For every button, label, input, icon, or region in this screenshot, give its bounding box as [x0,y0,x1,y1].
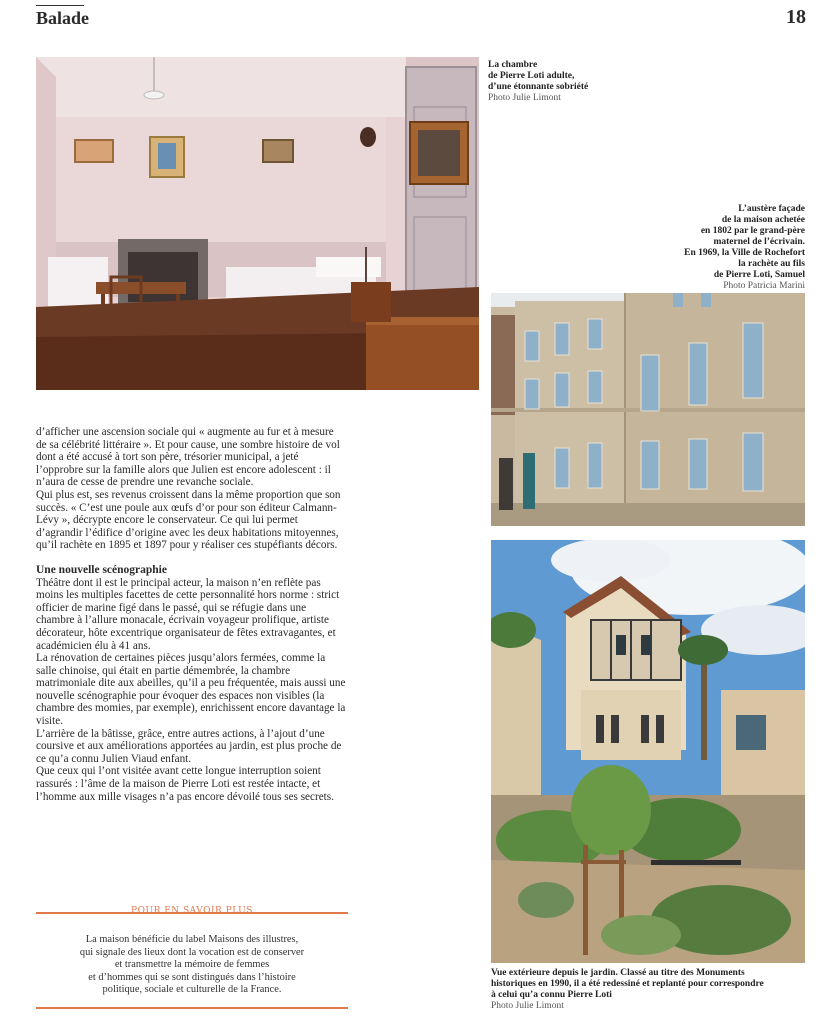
info-box-label: POUR EN SAVOIR PLUS [131,906,253,916]
article-paragraph: Que ceux qui l’ont visitée avant cette longue interruption soient rassurés : l’âme de la maison de Pierre Loti est restée intacte, et l’homme aux mille visages n’a pas encore dévoilé tous ses secrets. [36,765,334,803]
article-paragraph: La rénovation de certaines pièces jusqu’alors fermées, comme la salle chinoise, qui était en partie démembrée, la chambre matrimoniale dite aux abeilles, qu’il a peu fréquentée, mais aussi une nouvelle scénographie pour évoquer des espaces non visibles (la chambre des momies, par exemple), enrichissent encore davantage la visite. [36,652,346,728]
bedroom-caption-line-3: d’une étonnante sobriété [488,82,589,92]
garden-caption-line-3: à celui qu’a connu Pierre Loti [491,990,612,1000]
facade-caption-line-2: de la maison achetée [721,215,805,225]
facade-caption-line-6: la rachète au fils [738,259,805,269]
article-paragraph: Théâtre dont il est le principal acteur, la maison n’en reflète pas moins les multiples facettes de cette personnalité hors norme : strict officier de marine figé dans le passé, qui se réfugie dans une chambre à l’allure monacale, écrivain voyageur prolifique, artiste décorateur, hôte excentrique organisateur de fêtes extravagantes, et académicien élu à 41 ans. [36,576,340,652]
garden-caption-line-2: historiques en 1990, il a été redessiné et replanté pour correspondre [491,979,764,989]
article-paragraph: Qui plus est, ses revenus croissent dans la même proportion que son succès. « C’est une poule aux œufs d’or pour son éditeur Calmann-Lévy », décrypte encore le conservateur. Ce qui lui permet d’agrandir l’édifice d’origine avec les deux habitations mitoyennes, qu’il rachète en 1895 et 1897 pour y réaliser ces stupéfiants décors. [36,488,341,552]
section-title: Balade [36,8,90,28]
info-box [36,906,348,1012]
garden-photo-credit: Photo Julie Limont [491,1001,564,1011]
bedroom-caption-line-2: de Pierre Loti adulte, [488,71,575,81]
bedroom-photo [36,57,479,390]
bedroom-caption [488,60,638,104]
facade-caption-line-4: maternel de l’écrivain. [713,237,805,247]
facade-caption-line-5: En 1969, la Ville de Rochefort [684,248,805,258]
info-box-text [36,934,348,997]
article-paragraph: L’arrière de la bâtisse, grâce, entre autres actions, à l’ajout d’une coursive et aux améliorations apportées au jardin, est plus proche de ce qu’a connu Julien Viaud enfant. [36,727,342,765]
facade-caption-line-3: en 1802 par le grand-père [700,226,805,236]
info-box-line-4: et d’hommes qui se sont distingués dans l’histoire [88,971,296,983]
facade-photo-credit: Photo Patricia Marini [723,281,805,291]
page-number: 18 [786,6,806,28]
info-box-line-1: La maison bénéficie du label Maisons des illustres, [85,934,299,945]
garden-photo [491,540,805,963]
article-subhead: Une nouvelle scénographie [36,563,167,576]
bedroom-photo-credit: Photo Julie Limont [488,93,561,103]
garden-caption [491,968,811,1012]
header-rule [36,5,84,6]
facade-caption-line-1: L’austère façade [738,204,805,214]
garden-caption-line-1: Vue extérieure depuis le jardin. Classé au titre des Monuments [491,968,745,978]
facade-photo [491,293,805,526]
facade-caption [640,204,805,292]
article-paragraph: d’afficher une ascension sociale qui « augmente au fur et à mesure de sa célébrité littéraire ». Et pour cause, une sombre histoire de vol dont a été accusé à tort son père, trésorier municipal, a jeté l’opprobre sur la famille alors que Julien est encore adolescent : il n’aura de cesse de prendre une revanche sociale. [36,426,340,489]
bedroom-caption-line-1: La chambre [488,60,538,70]
info-box-line-3: et transmettre la mémoire de femmes [114,959,270,971]
info-box-line-2: qui signale des lieux dont la vocation est de conserver [79,946,305,958]
facade-caption-line-7: de Pierre Loti, Samuel [713,270,805,280]
article-body [36,426,346,803]
info-box-line-5: politique, sociale et culturelle de la France. [102,984,282,996]
info-box-bottom-rule [36,1007,348,1009]
